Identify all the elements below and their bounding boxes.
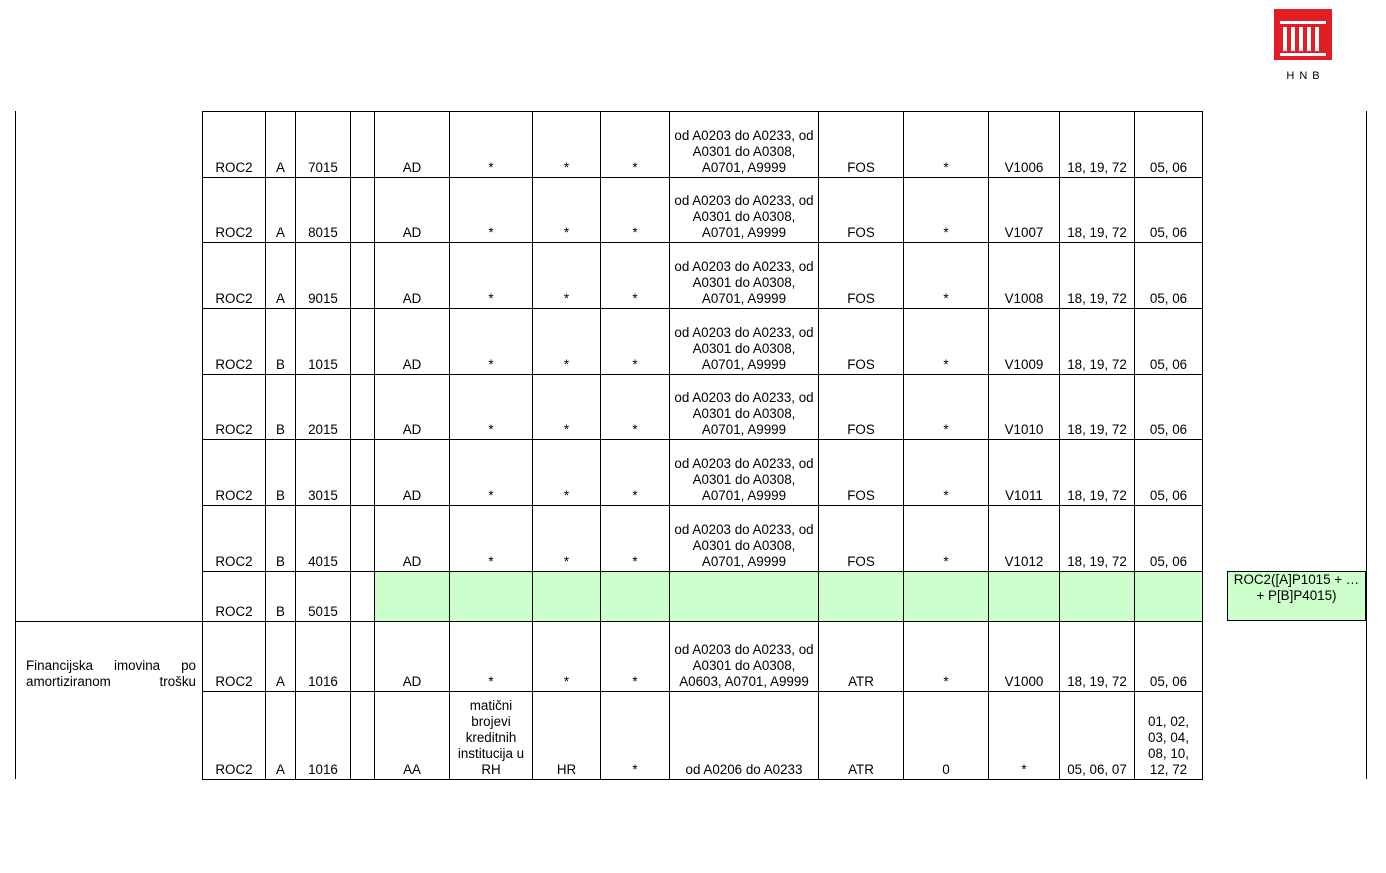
table-cell: 7015 <box>308 160 338 175</box>
table-cell: V1007 <box>1004 225 1044 240</box>
table-cell: * <box>632 762 638 777</box>
table-cell: V1008 <box>1004 291 1044 306</box>
table-cell: ROC2 <box>215 674 253 689</box>
table-cell: AA <box>403 762 421 777</box>
highlight-spacer <box>351 572 374 621</box>
table-cell: * <box>488 291 494 306</box>
logo-text: HNB <box>1286 70 1325 82</box>
table-cell: ROC2 <box>215 291 253 306</box>
table-cell: FOS <box>847 160 875 175</box>
table-cell: AD <box>402 422 422 437</box>
table-cell: V1006 <box>1004 160 1044 175</box>
table-cell: 05, 06 <box>1149 291 1188 306</box>
table-cell: * <box>632 488 638 503</box>
table-cell: * <box>488 225 494 240</box>
column-border <box>350 111 351 779</box>
table-cell: V1010 <box>1004 422 1044 437</box>
table-cell: B <box>276 604 285 619</box>
page-border <box>1366 111 1367 779</box>
table-cell: 05, 06 <box>1149 488 1188 503</box>
table-cell: AD <box>402 488 422 503</box>
table-cell: 5015 <box>308 604 338 619</box>
table-cell: A <box>276 160 285 175</box>
table-cell: * <box>563 357 570 372</box>
table-cell: * <box>488 357 494 372</box>
column-border <box>1202 111 1203 779</box>
table-cell: * <box>488 554 494 569</box>
table-cell: 3015 <box>308 488 338 503</box>
table-cell: od A0203 do A0233, od A0301 do A0308, A0603, A0701, A9999 <box>674 642 814 689</box>
table-cell: od A0203 do A0233, od A0301 do A0308, A0701, A9999 <box>674 456 814 503</box>
table-cell: od A0206 do A0233 <box>685 762 803 777</box>
table-cell: * <box>943 357 949 372</box>
table-cell <box>1060 572 1134 621</box>
table-cell: 05, 06, 07 <box>1067 762 1127 777</box>
table-cell: * <box>943 554 949 569</box>
table-cell: B <box>276 357 285 372</box>
table-cell: A <box>276 674 285 689</box>
table-cell: AD <box>402 357 422 372</box>
table-cell: * <box>632 291 638 306</box>
table-cell: ROC2 <box>215 762 253 777</box>
table-cell: 18, 19, 72 <box>1067 422 1127 437</box>
table-cell: A <box>276 762 285 777</box>
table-cell: * <box>563 422 570 437</box>
table-cell: od A0203 do A0233, od A0301 do A0308, A0701, A9999 <box>674 390 814 437</box>
table-cell <box>533 572 600 621</box>
table-cell: * <box>632 674 638 689</box>
table-cell <box>819 572 903 621</box>
table-cell: 18, 19, 72 <box>1067 554 1127 569</box>
table-cell: AD <box>402 674 422 689</box>
table-cell: ATR <box>848 674 874 689</box>
table-cell: V1011 <box>1005 488 1043 503</box>
table-cell: * <box>943 225 949 240</box>
table-cell: 05, 06 <box>1149 422 1188 437</box>
table-cell <box>375 572 449 621</box>
table-cell: V1012 <box>1004 554 1044 569</box>
table-cell: * <box>943 488 949 503</box>
table-cell: 18, 19, 72 <box>1067 357 1127 372</box>
table-cell: od A0203 do A0233, od A0301 do A0308, A0701, A9999 <box>674 193 814 240</box>
table-cell: 2015 <box>308 422 338 437</box>
table-cell: FOS <box>847 357 875 372</box>
table-cell: * <box>943 674 949 689</box>
table-cell: od A0203 do A0233, od A0301 do A0308, A0701, A9999 <box>674 128 814 175</box>
table-cell: * <box>632 357 638 372</box>
table-cell: FOS <box>847 422 875 437</box>
table-cell: * <box>488 422 494 437</box>
table-cell: 9015 <box>308 291 338 306</box>
table-cell: 18, 19, 72 <box>1067 291 1127 306</box>
table-cell: AD <box>402 291 422 306</box>
table-cell: 05, 06 <box>1149 554 1188 569</box>
table-cell: V1000 <box>1004 674 1044 689</box>
table-cell: * <box>563 160 570 175</box>
table-cell: ROC2 <box>215 422 253 437</box>
table-cell: ROC2 <box>215 554 253 569</box>
table-cell: 05, 06 <box>1149 357 1188 372</box>
table-cell: * <box>632 554 638 569</box>
table-cell: 1016 <box>308 674 338 689</box>
table-cell <box>1135 572 1202 621</box>
table-cell: 18, 19, 72 <box>1067 225 1127 240</box>
table-cell: * <box>943 422 949 437</box>
table-cell: ROC2 <box>215 488 253 503</box>
table-cell: * <box>943 291 949 306</box>
table-cell: 4015 <box>308 554 338 569</box>
table-cell: * <box>563 554 570 569</box>
table-cell: AD <box>402 554 422 569</box>
table-cell: 1016 <box>308 762 338 777</box>
table-cell: A <box>276 291 285 306</box>
table-cell: A <box>276 225 285 240</box>
table-cell: * <box>488 160 494 175</box>
table-cell: * <box>632 422 638 437</box>
table-cell: 1015 <box>308 357 338 372</box>
table-cell: * <box>563 674 570 689</box>
table-cell: * <box>632 225 638 240</box>
group-label: Financijska imovina po amortiziranom trošku <box>26 658 196 689</box>
table-cell: * <box>563 225 570 240</box>
table-cell: * <box>1021 762 1027 777</box>
table-cell: 18, 19, 72 <box>1067 160 1127 175</box>
table-cell: 05, 06 <box>1149 674 1188 689</box>
table-cell: 18, 19, 72 <box>1067 488 1127 503</box>
table-cell <box>670 572 818 621</box>
table-cell: B <box>276 488 285 503</box>
table-cell: V1009 <box>1004 357 1044 372</box>
table-cell: ROC2 <box>215 357 253 372</box>
table-cell: 05, 06 <box>1149 225 1188 240</box>
table-cell: od A0203 do A0233, od A0301 do A0308, A0701, A9999 <box>674 325 814 372</box>
table-cell: * <box>563 291 570 306</box>
table-cell: ROC2 <box>215 225 253 240</box>
table-cell: AD <box>402 225 422 240</box>
table-cell: 0 <box>942 762 950 777</box>
table-cell: * <box>488 674 494 689</box>
table-cell: * <box>563 488 570 503</box>
table-cell: 05, 06 <box>1149 160 1188 175</box>
table-cell: 18, 19, 72 <box>1067 674 1127 689</box>
table-cell: HR <box>556 762 577 777</box>
table-cell: 01, 02, 03, 04, 08, 10, 12, 72 <box>1148 714 1189 777</box>
table-cell <box>904 572 988 621</box>
table-cell <box>601 572 669 621</box>
table-cell: FOS <box>847 291 875 306</box>
table-cell: * <box>943 160 949 175</box>
table-cell: B <box>276 554 285 569</box>
table-cell <box>450 572 532 621</box>
table-cell: od A0203 do A0233, od A0301 do A0308, A0701, A9999 <box>674 522 814 569</box>
table-cell: FOS <box>847 488 875 503</box>
row-border <box>202 779 1203 780</box>
table-cell: * <box>488 488 494 503</box>
table-cell: matični brojevi kreditnih institucija u RH <box>457 698 525 777</box>
table-cell <box>989 572 1059 621</box>
table-cell: ROC2 <box>215 604 253 619</box>
table-cell: * <box>632 160 638 175</box>
formula-note: ROC2([A]P1015 + … + P[B]P4015) <box>1227 571 1366 621</box>
table-cell: ATR <box>848 762 874 777</box>
table-cell: FOS <box>847 225 875 240</box>
table-cell: B <box>276 422 285 437</box>
table-cell: od A0203 do A0233, od A0301 do A0308, A0701, A9999 <box>674 259 814 306</box>
table-cell: ROC2 <box>215 160 253 175</box>
table-cell: AD <box>402 160 422 175</box>
table-cell: FOS <box>847 554 875 569</box>
table-cell: 8015 <box>308 225 338 240</box>
